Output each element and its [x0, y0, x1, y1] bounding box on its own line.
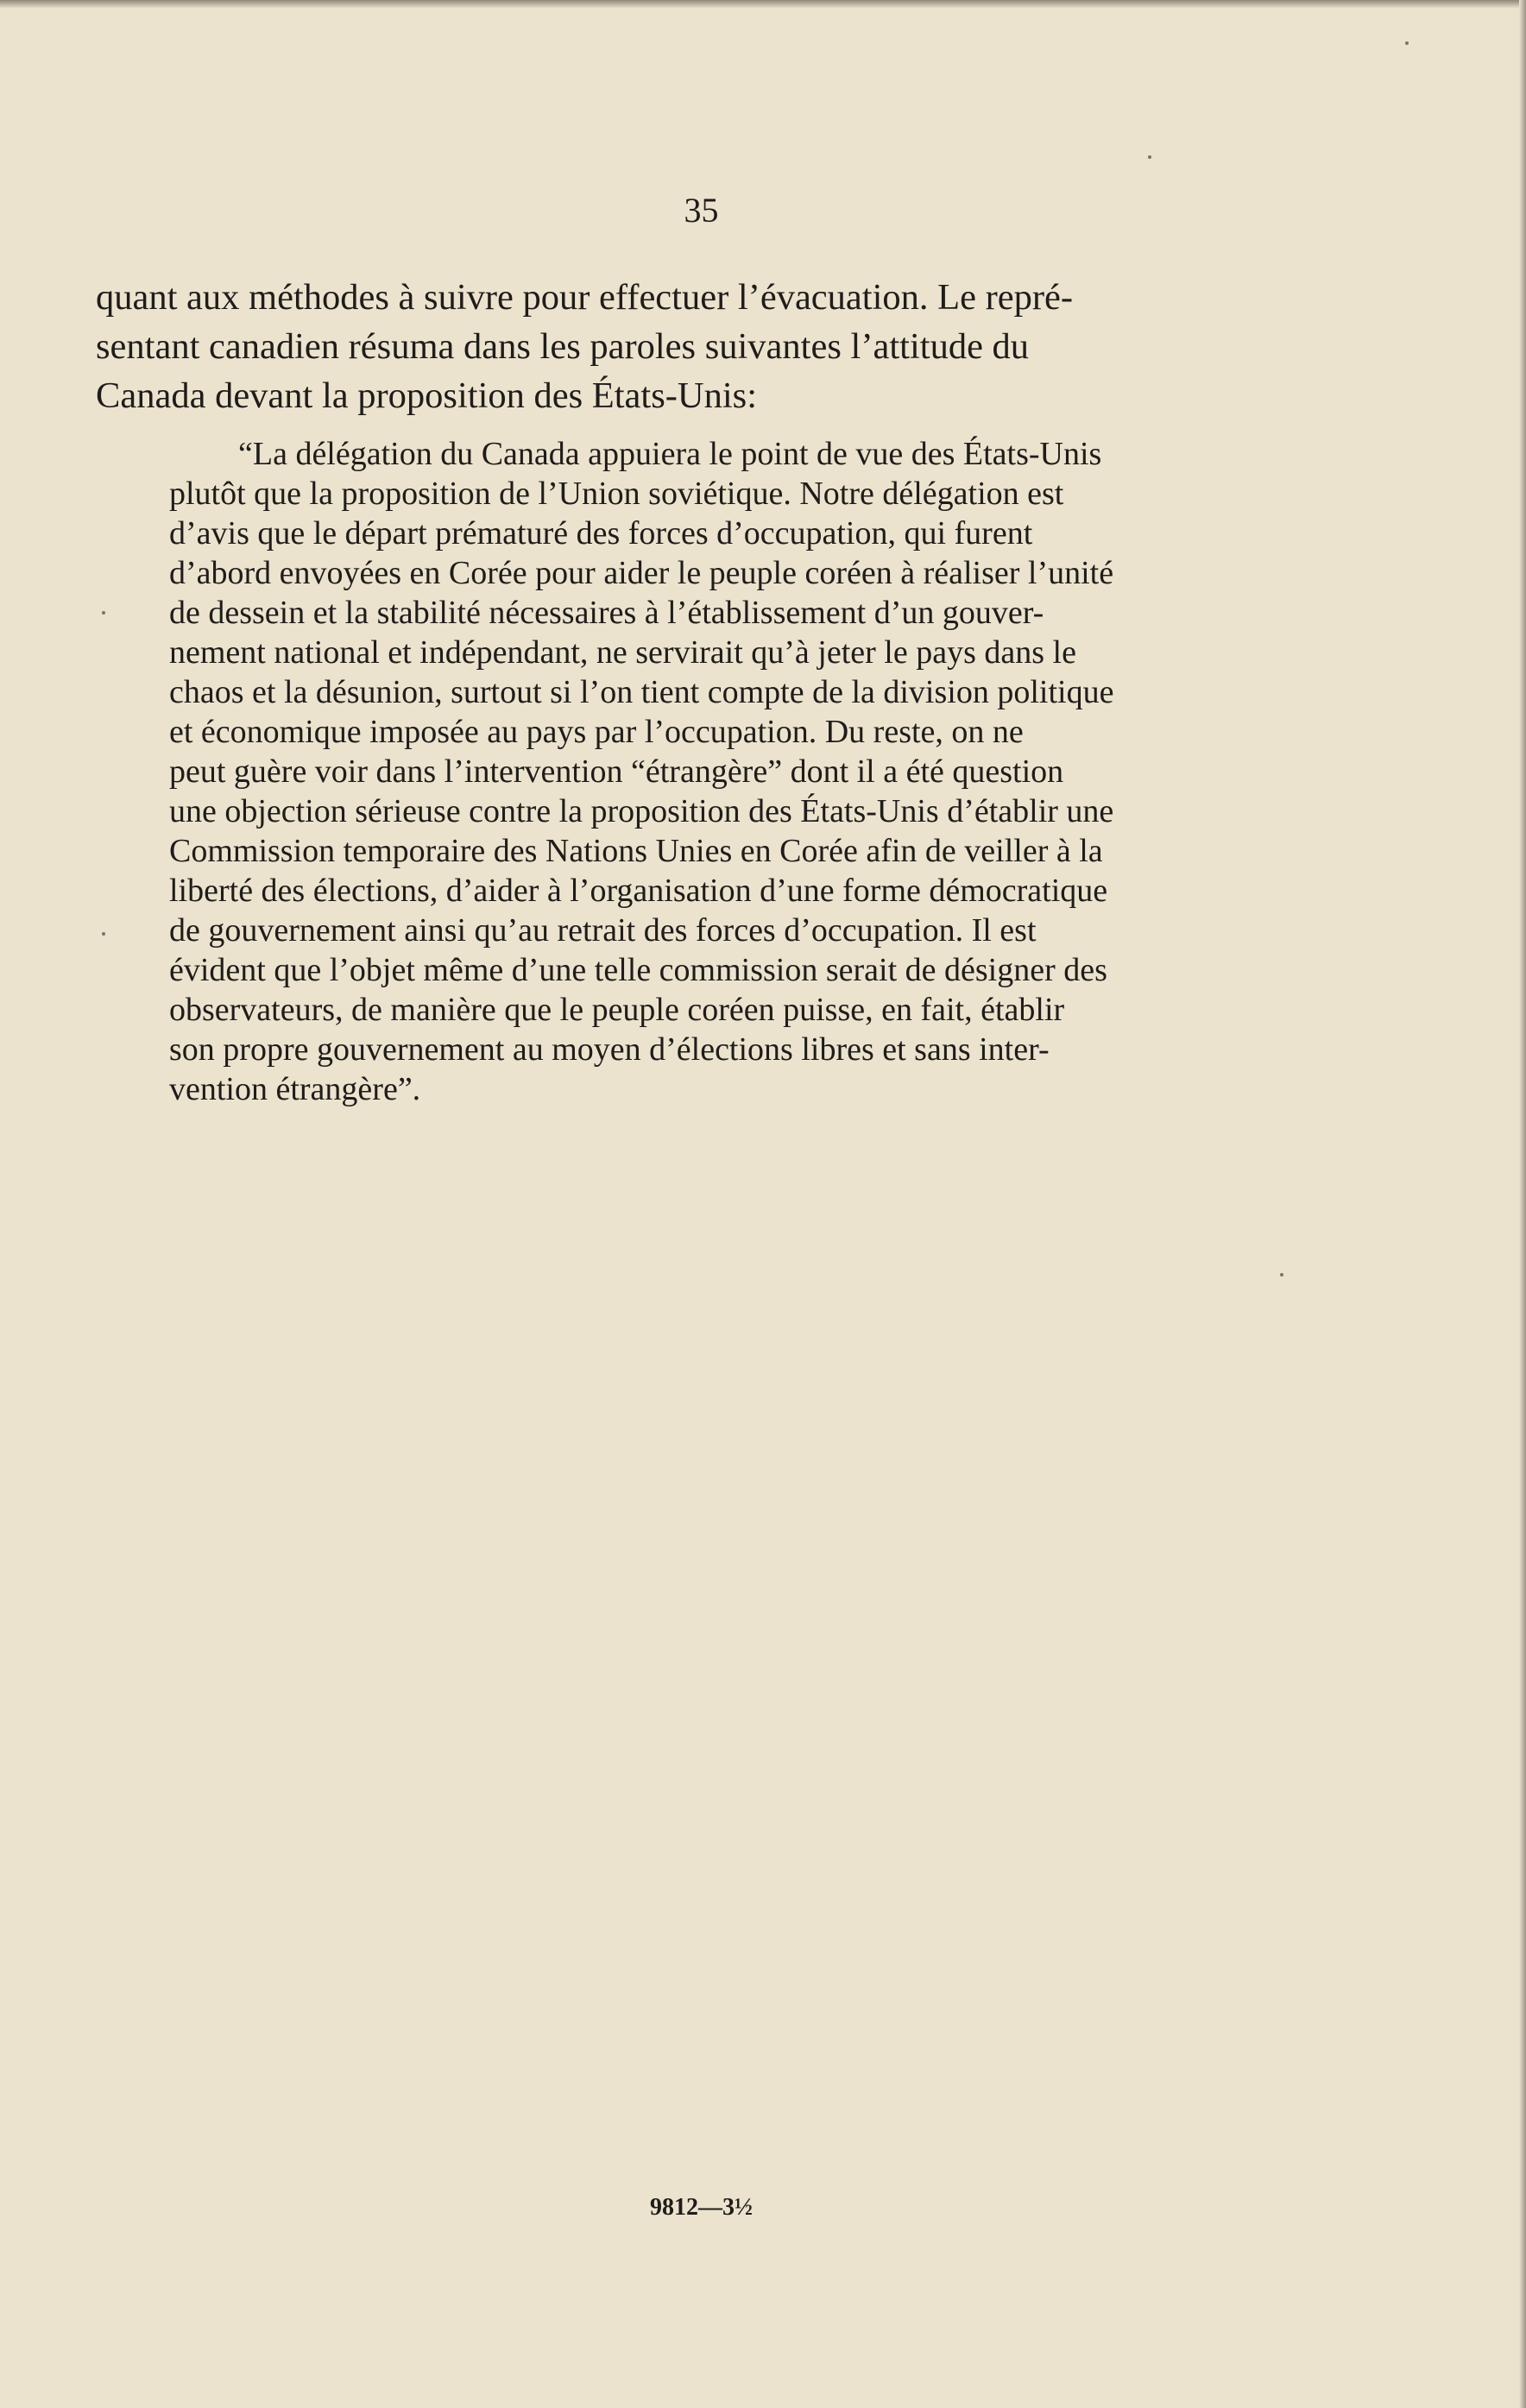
- page-number: 35: [684, 191, 719, 230]
- quote-line: Commission temporaire des Nations Unies en Corée afin de veiller à la: [169, 833, 1103, 869]
- quote-line: liberté des élections, d’aider à l’organisation d’une forme démocratique: [169, 873, 1108, 909]
- quote-line: et économique imposée au pays par l’occupation. Du reste, on ne: [169, 714, 1024, 750]
- page-top-edge: [0, 0, 1526, 9]
- quote-line: plutôt que la proposition de l’Union soviétique. Notre délégation est: [169, 476, 1064, 512]
- quote-line: peut guère voir dans l’intervention “étrangère” dont il a été question: [169, 753, 1064, 790]
- quote-line: d’avis que le départ prématuré des forces d’occupation, qui furent: [169, 515, 1033, 552]
- body-line: Canada devant la proposition des États-Unis:: [96, 375, 758, 416]
- quote-line: de dessein et la stabilité nécessaires à l’établissement d’un gouver-: [169, 595, 1044, 631]
- printer-signature: 9812—3½: [650, 2194, 753, 2221]
- paper-speck: [1148, 155, 1151, 159]
- quote-line: évident que l’objet même d’une telle commission serait de désigner des: [169, 952, 1107, 988]
- quote-line: son propre gouvernement au moyen d’élections libres et sans inter-: [169, 1031, 1050, 1068]
- quote-line: d’abord envoyées en Corée pour aider le peuple coréen à réaliser l’unité: [169, 555, 1114, 591]
- quotation-block: [169, 434, 1314, 1109]
- body-paragraph: [96, 273, 1315, 420]
- quote-line: une objection sérieuse contre la proposition des États-Unis d’établir une: [169, 793, 1114, 829]
- paper-speck: [1405, 41, 1409, 45]
- quote-line: de gouvernement ainsi qu’au retrait des forces d’occupation. Il est: [169, 912, 1037, 949]
- quote-line: chaos et la désunion, surtout si l’on tient compte de la division politique: [169, 674, 1114, 710]
- paper-speck: [1280, 1273, 1283, 1276]
- paper-speck: [102, 932, 105, 936]
- quote-line: “La délégation du Canada appuiera le point de vue des États-Unis: [238, 436, 1102, 472]
- page-right-edge: [1519, 0, 1526, 2408]
- quote-line: vention étrangère”.: [169, 1071, 421, 1107]
- quote-line: observateurs, de manière que le peuple coréen puisse, en fait, établir: [169, 992, 1065, 1028]
- body-line: sentant canadien résuma dans les paroles suivantes l’attitude du: [96, 326, 1030, 367]
- body-line: quant aux méthodes à suivre pour effectuer l’évacuation. Le repré-: [96, 277, 1074, 318]
- paper-speck: [102, 611, 105, 615]
- quote-line: nement national et indépendant, ne servirait qu’à jeter le pays dans le: [169, 634, 1076, 671]
